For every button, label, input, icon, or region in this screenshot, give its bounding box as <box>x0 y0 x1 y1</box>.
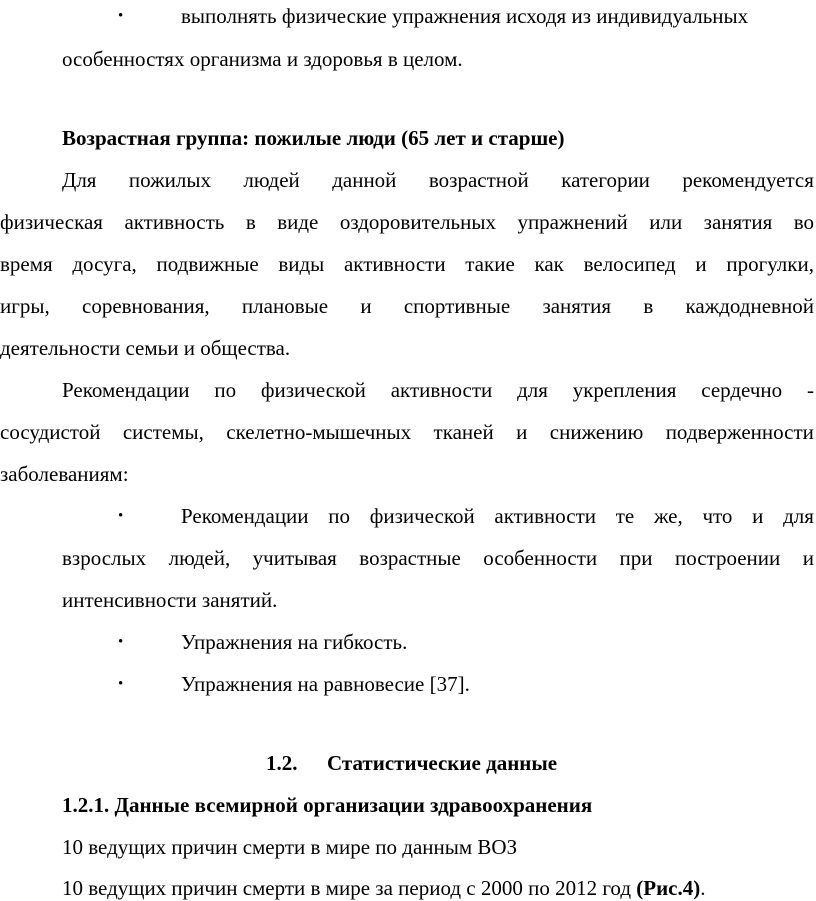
word: физической <box>369 504 475 528</box>
word: пожилых <box>128 168 211 192</box>
paragraph-text: . <box>700 876 706 900</box>
word: при <box>619 546 653 570</box>
word: же, <box>653 504 683 528</box>
word: или <box>649 210 683 234</box>
list-item-line: особенностях организма и здоровья в целом. <box>62 47 463 71</box>
word: плановые <box>241 294 329 318</box>
word: подвижные <box>156 252 259 276</box>
word: Рекомендации <box>181 504 309 528</box>
word: спортивные <box>403 294 511 318</box>
word: категории <box>561 168 650 192</box>
subsection-heading: 1.2.1. Данные всемирной организации здравоохранения <box>62 793 593 817</box>
word: по <box>328 504 350 528</box>
bullet-marker: • <box>118 8 124 24</box>
word: системы, <box>122 420 204 444</box>
section-heading-elderly: Возрастная группа: пожилые люди (65 лет и старше) <box>62 126 565 150</box>
word: в <box>643 294 654 318</box>
paragraph-line <box>0 209 814 235</box>
paragraph-line: заболеваниям: <box>0 462 129 486</box>
paragraph-line <box>62 377 814 403</box>
paragraph-line <box>0 419 814 445</box>
word: рекомендуется <box>682 168 814 192</box>
paragraph-text: 10 ведущих причин смерти в мире за период с 2000 по 2012 год <box>62 876 637 900</box>
word: велосипед <box>583 252 676 276</box>
word: Для <box>62 168 97 192</box>
list-item-line: выполнять физические упражнения исходя из индивидуальных <box>181 4 749 28</box>
word: и <box>695 252 707 276</box>
list-item-line <box>62 545 814 571</box>
word: по <box>214 378 237 402</box>
paragraph-line: 10 ведущих причин смерти в мире по данным ВОЗ <box>62 835 518 859</box>
word: виде <box>277 210 319 234</box>
word: скелетно-мышечных <box>226 420 412 444</box>
word: занятия <box>542 294 612 318</box>
paragraph-line <box>0 251 814 277</box>
paragraph-line <box>62 875 705 901</box>
word: для <box>783 504 814 528</box>
word: что <box>702 504 733 528</box>
word: игры, <box>0 294 50 318</box>
word: людей <box>243 168 300 192</box>
word: время <box>0 252 53 276</box>
word: активности <box>390 378 493 402</box>
word: возрастные <box>359 546 461 570</box>
word: каждодневной <box>685 294 814 318</box>
paragraph-line: деятельности семьи и общества. <box>0 336 291 360</box>
word: данной <box>332 168 397 192</box>
bullet-marker: • <box>118 508 124 524</box>
word: тканей <box>433 420 494 444</box>
word: и <box>360 294 372 318</box>
list-item-line: интенсивности занятий. <box>62 588 278 612</box>
word: - <box>806 378 814 402</box>
word: физическая <box>0 210 103 234</box>
paragraph-line <box>62 167 814 193</box>
word: такие <box>465 252 515 276</box>
list-item-line: Упражнения на равновесие [37]. <box>181 672 470 696</box>
word: возрастной <box>428 168 529 192</box>
word: оздоровительных <box>339 210 496 234</box>
list-item-line: Упражнения на гибкость. <box>181 630 408 654</box>
word: взрослых <box>62 546 147 570</box>
word: как <box>534 252 564 276</box>
word: и <box>752 504 764 528</box>
word: виды <box>278 252 325 276</box>
word: людей, <box>168 546 231 570</box>
word: активности <box>494 504 596 528</box>
section-number: 1.2. <box>266 751 298 775</box>
word: сердечно <box>701 378 783 402</box>
figure-reference: (Рис.4) <box>636 876 701 900</box>
word: в <box>245 210 256 234</box>
bullet-marker: • <box>118 676 124 692</box>
word: прогулки, <box>726 252 814 276</box>
section-heading-stats: Статистические данные <box>327 751 558 775</box>
word: для <box>517 378 548 402</box>
word: снижению <box>549 420 644 444</box>
word: подверженности <box>665 420 814 444</box>
word: сосудистой <box>0 420 101 444</box>
list-item-line <box>181 503 814 529</box>
word: особенности <box>483 546 598 570</box>
word: занятия <box>703 210 773 234</box>
word: соревнования, <box>82 294 210 318</box>
word: укрепления <box>572 378 677 402</box>
word: те <box>615 504 635 528</box>
bullet-marker: • <box>118 634 124 650</box>
word: упражнений <box>517 210 628 234</box>
word: активности <box>343 252 446 276</box>
word: активность <box>124 210 225 234</box>
word: досуга, <box>72 252 137 276</box>
word: и <box>802 546 814 570</box>
word: во <box>793 210 814 234</box>
word: учитывая <box>252 546 337 570</box>
word: физической <box>260 378 366 402</box>
word: построении <box>674 546 781 570</box>
word: и <box>516 420 528 444</box>
paragraph-line <box>0 293 814 319</box>
word: Рекомендации <box>62 378 190 402</box>
